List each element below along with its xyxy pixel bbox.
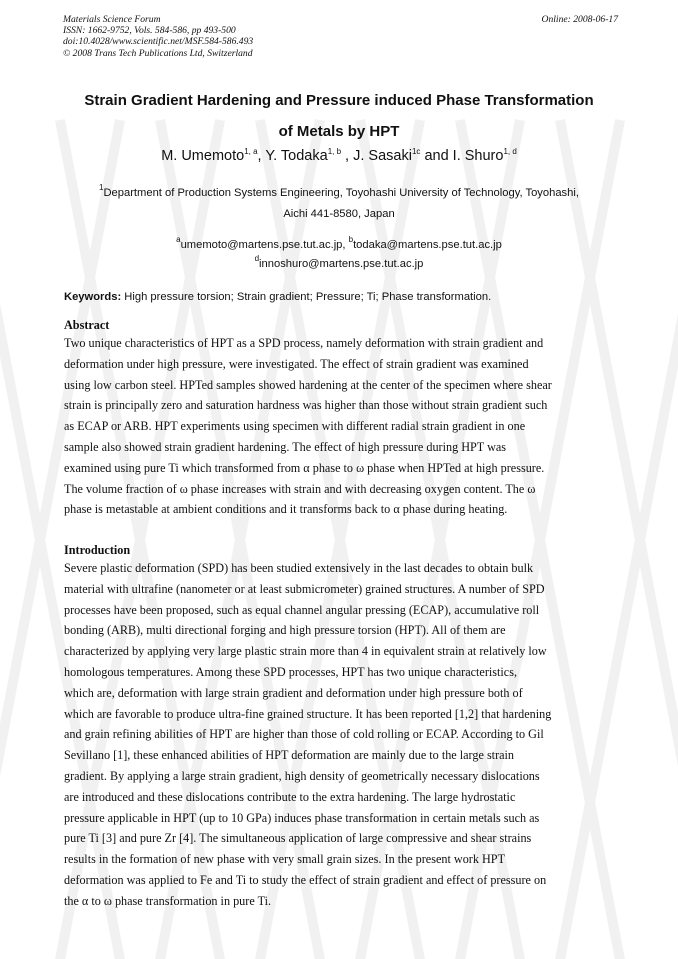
introduction-text: Severe plastic deformation (SPD) has been studied extensively in the last decades to obtain bulk material with ultrafine (nanometer or at least submicrometer) grained structures. A number of SPD processes have been proposed, such as equal channel angular pressing (ECAP), accumulative roll bonding (ARB), multi directional forging and high pressure torsion (HPT). All of them are characterized by applying very large plastic strain more than 4 in equivalent strain at relatively low homologous temperatures. Among these SPD processes, HPT has two unique characteristics, which are, deformation with large strain gradient and deformation under high pressure both of which are favorable to produce ultra-fine grained structure. It has been reported [1,2] that hardening and grain refining abilities of HPT are higher than those of cold rolling or ECAP. According to Gil Sevillano [1], these enhanced abilities of HPT deformation are mainly due to the large strain gradient. By applying a large strain gradient, high density of geometrically necessary dislocations are introduced and these dislocations contribute to the extra hardening. The large hydrostatic pressure applicable in HPT (up to 10 GPa) induces phase transformation in certain metals such as pure Ti [3] and pure Zr [4]. The simultaneous application of large compressive and shear strains results in the formation of new phase with very small grain sizes. In the present work HPT deformation was applied to Fe and Ti to study the effect of strain gradient and effect of pressure on the α to ω phase transformation in pure Ti. <box>64 561 552 908</box>
introduction-heading: Introduction <box>64 543 131 557</box>
author-name: Y. Todaka <box>265 148 328 164</box>
author-name: I. Shuro <box>452 148 504 164</box>
email-link[interactable]: todaka@martens.pse.tut.ac.jp <box>353 239 502 251</box>
author-sup: 1, b <box>327 147 342 156</box>
email-sup: b <box>348 235 354 244</box>
author-sep: , <box>257 148 266 164</box>
author-sep: , <box>341 148 354 164</box>
keywords <box>64 290 624 304</box>
paper-title <box>40 85 638 147</box>
affiliation-sup: 1 <box>99 183 104 192</box>
abstract-text: Two unique characteristics of HPT as a SPD process, namely deformation with strain gradient and deformation under high pressure, were investigated. The effect of strain gradient was examined using low carbon steel. HPTed samples showed hardening at the center of the specimen where shear strain is principally zero and saturation hardness was higher than those without strain gradient such as ECAP or ARB. HPT experiments using specimen with different radial strain gradient in one sample also showed strain gradient hardening. The effect of high pressure during HPT was examined using pure Ti which transformed from α phase to ω phase when HPTed at high pressure. The volume fraction of ω phase increases with strain and with decreasing oxygen content. The ω phase is metastable at ambient conditions and it transforms back to α phase during heating. <box>64 336 552 517</box>
copyright-line: © 2008 Trans Tech Publications Ltd, Switzerland <box>63 47 253 59</box>
issn-line: ISSN: 1662-9752, Vols. 584-586, pp 493-500 <box>63 25 236 37</box>
author-name: M. Umemoto <box>161 148 245 164</box>
author-sup: 1, d <box>503 147 517 156</box>
journal-name: Materials Science Forum <box>63 14 161 25</box>
author-sep: and <box>420 148 453 164</box>
title-line-1: Strain Gradient Hardening and Pressure induced Phase Transformation <box>84 92 594 109</box>
email-block <box>40 236 638 274</box>
journal-header <box>63 14 618 59</box>
author-name: J. Sasaki <box>353 148 412 164</box>
keywords-text: High pressure torsion; Strain gradient; Pressure; Ti; Phase transformation. <box>121 291 492 303</box>
title-line-2: of Metals by HPT <box>278 123 400 140</box>
affiliation-line-1: Department of Production Systems Engineering, Toyohashi University of Technology, Toyohashi, <box>103 187 579 199</box>
author-sup: 1, a <box>244 147 258 156</box>
author-list <box>30 146 648 166</box>
abstract-heading: Abstract <box>64 318 110 332</box>
online-date: Online: 2008-06-17 <box>541 14 618 25</box>
email-link[interactable]: umemoto@martens.pse.tut.ac.jp, <box>180 239 349 251</box>
email-sup: a <box>176 235 181 244</box>
affiliation <box>40 183 638 225</box>
email-sup: d <box>254 254 260 263</box>
keywords-label: Keywords: <box>64 291 122 303</box>
doi-line: doi:10.4028/www.scientific.net/MSF.584-586.493 <box>63 36 254 48</box>
affiliation-line-2: Aichi 441-8580, Japan <box>283 208 395 220</box>
email-link[interactable]: innoshuro@martens.pse.tut.ac.jp <box>259 258 424 270</box>
author-sup: 1c <box>411 147 421 156</box>
